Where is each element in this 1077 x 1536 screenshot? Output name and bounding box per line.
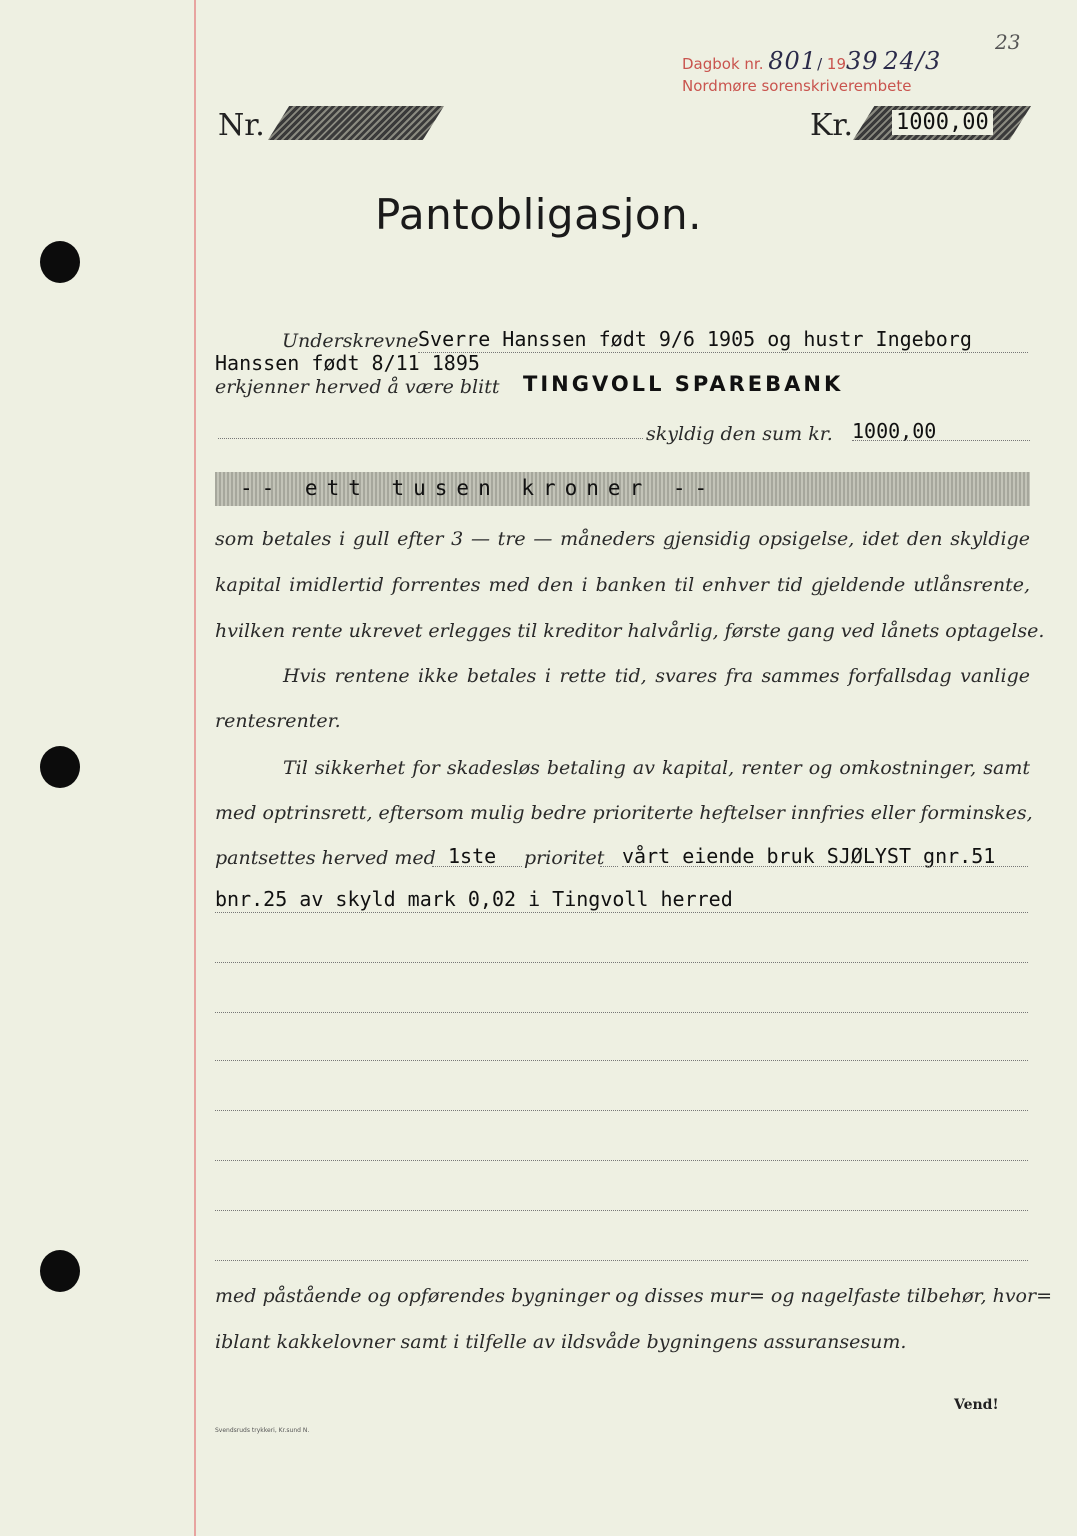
blank-line	[215, 1210, 1028, 1211]
punch-hole-top	[40, 241, 80, 283]
blank-line	[215, 1160, 1028, 1161]
blank-line	[215, 1260, 1028, 1261]
debtor-names-line1: Sverre Hanssen født 9/6 1905 og hustr Ingeborg	[418, 327, 972, 351]
priority-value: 1ste	[448, 844, 497, 868]
closing-line-2: iblant kakkelovner samt i tilfelle av ildsvåde bygningens assuransesum.	[215, 1331, 907, 1353]
year-prefix: 19	[826, 55, 847, 73]
terms-line-5: rentesrenter.	[215, 710, 341, 732]
blank-line	[215, 1012, 1028, 1013]
dotted-line	[622, 866, 1028, 867]
terms-line-3: hvilken rente ukrevet erlegges til kreditor halvårlig, første gang ved lånets optagelse.	[215, 620, 1045, 642]
dotted-line	[600, 866, 618, 867]
document-title: Pantobligasjon.	[374, 190, 703, 239]
nr-hatch	[268, 106, 444, 140]
owed-amount: 1000,00	[852, 419, 937, 443]
dotted-line	[432, 866, 522, 867]
terms-line-2: kapital imidlertid forrentes med den i banken til enhver tid gjeldende utlånsrente,	[215, 574, 1030, 596]
amount-in-words: -- ett tusen kroner --	[240, 476, 717, 500]
pledge-label: pantsettes herved med	[215, 847, 436, 869]
property-line2: bnr.25 av skyld mark 0,02 i Tingvoll herred	[215, 887, 733, 911]
registry-stamp	[682, 47, 942, 97]
year-suffix: 39	[846, 47, 879, 75]
property-line1: vårt eiende bruk SJØLYST gnr.51	[622, 844, 996, 868]
blank-line	[215, 1060, 1028, 1061]
stamp-date: 24/3	[883, 47, 942, 75]
terms-line-1: som betales i gull efter 3 — tre — måneders gjensidig opsigelse, idet den skyldige	[215, 528, 1030, 550]
terms-line-6: Til sikkerhet for skadesløs betaling av kapital, renter og omkostninger, samt	[283, 757, 1030, 779]
turn-over-note: Vend!	[954, 1397, 999, 1413]
undersigned-label: Underskrevne	[282, 330, 419, 352]
nr-label: Nr.	[218, 108, 265, 143]
office-name: Nordmøre sorenskriverembete	[682, 77, 912, 95]
kr-label: Kr.	[810, 108, 853, 143]
dotted-line	[852, 440, 1030, 441]
punch-hole-bottom	[40, 1250, 80, 1292]
page-number: 23	[995, 30, 1021, 54]
closing-line-1: med påstående og opførendes bygninger og disses mur= og nagelfaste tilbehør, hvor=	[215, 1285, 1052, 1307]
acknowledge-text: erkjenner herved å være blitt	[215, 376, 500, 398]
owed-text: skyldig den sum kr.	[646, 423, 833, 445]
printer-imprint: Svendsruds trykkeri, Kr.sund N.	[215, 1427, 310, 1434]
dotted-line	[418, 352, 1028, 353]
blank-line	[215, 962, 1028, 963]
priority-label: prioritet	[524, 847, 605, 869]
dotted-line	[218, 438, 643, 439]
debtor-names-line2: Hanssen født 8/11 1895	[215, 351, 480, 375]
dagbok-label: Dagbok nr.	[682, 55, 764, 73]
terms-line-4: Hvis rentene ikke betales i rette tid, svares fra sammes forfallsdag vanlige	[283, 665, 1030, 687]
dotted-line	[215, 912, 1028, 913]
creditor-name: TINGVOLL SPAREBANK	[523, 372, 844, 396]
header-amount: 1000,00	[892, 110, 993, 135]
terms-line-7: med optrinsrett, eftersom mulig bedre prioriterte heftelser innfries eller forminskes,	[215, 802, 1033, 824]
blank-line	[215, 1110, 1028, 1111]
punch-hole-middle	[40, 746, 80, 788]
dagbok-line: Dagbok nr. 801/ 1939 24/3	[682, 47, 942, 75]
dagbok-number: 801	[768, 47, 818, 75]
